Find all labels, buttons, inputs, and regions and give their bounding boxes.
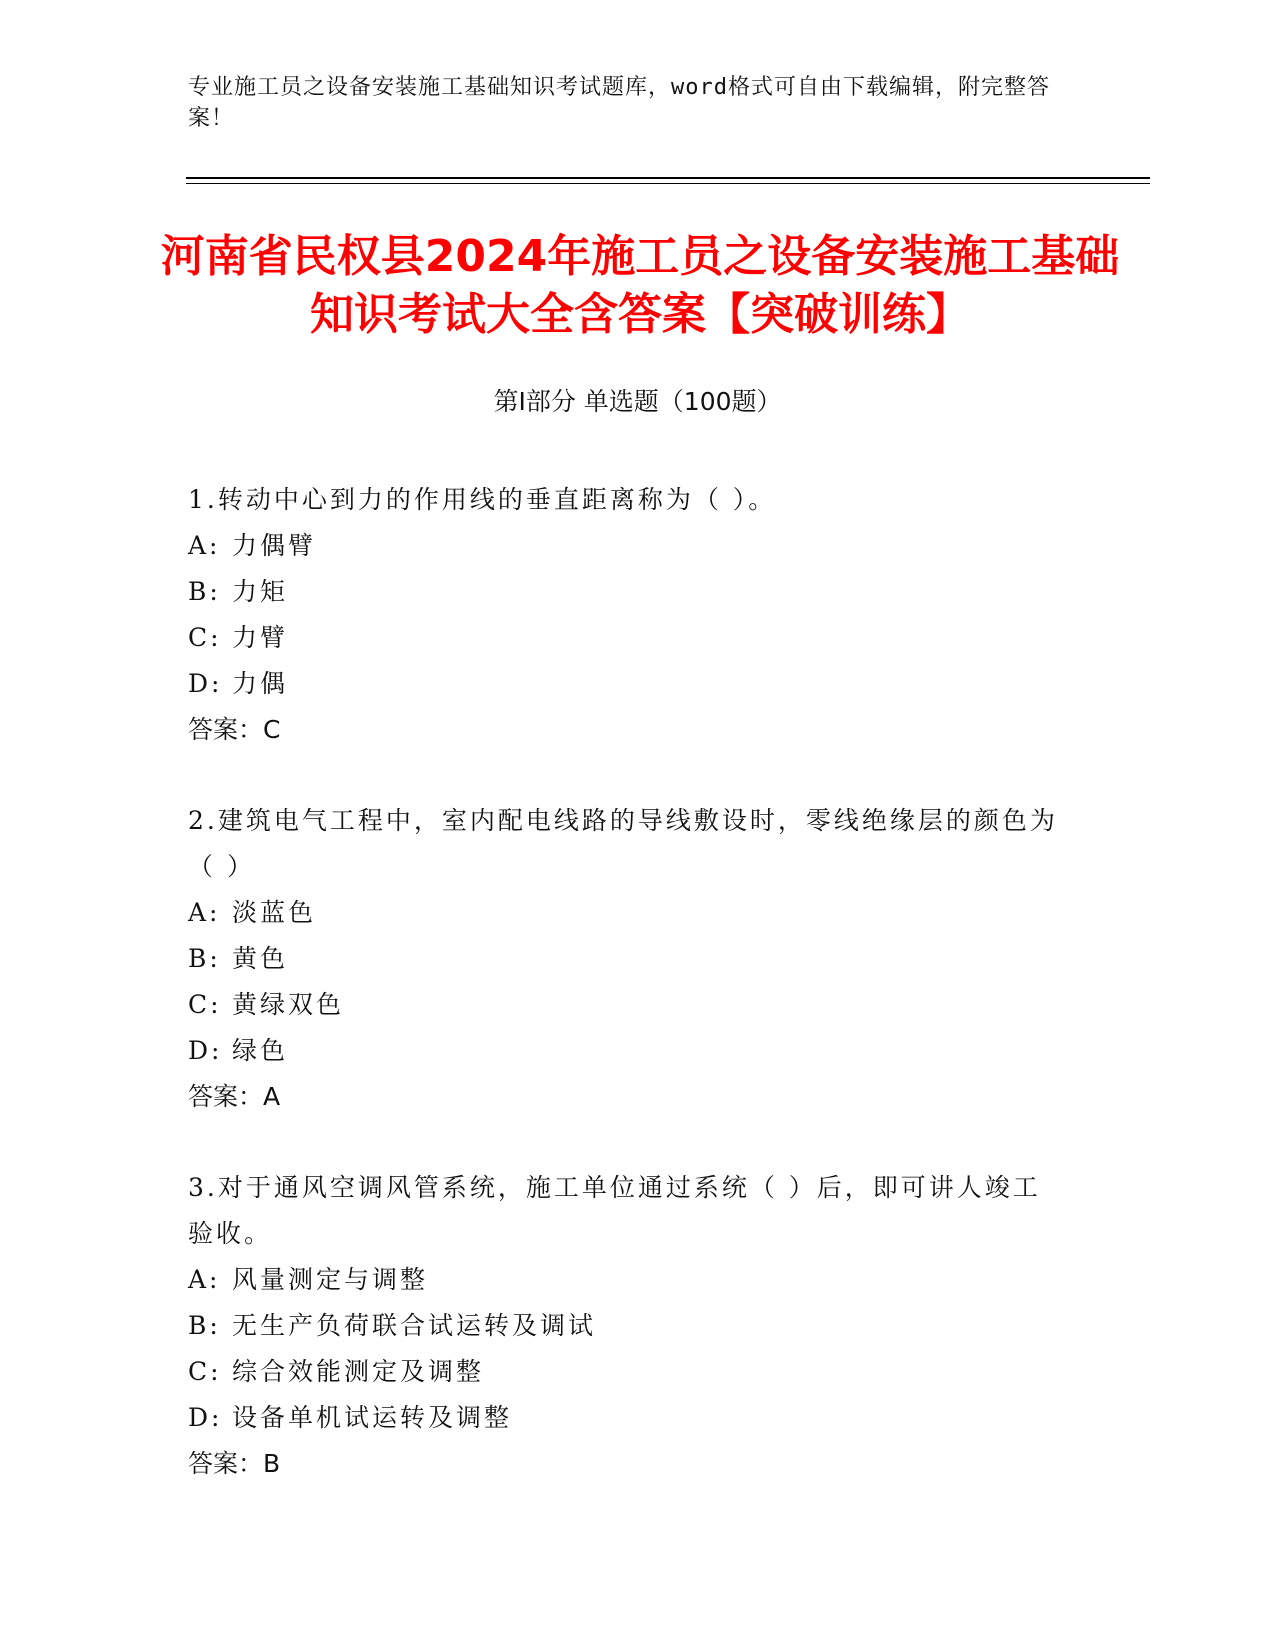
option-letter: A: bbox=[188, 898, 221, 927]
option-text: 黄色 bbox=[232, 944, 289, 973]
question-item bbox=[188, 477, 1068, 753]
option-text: 力臂 bbox=[232, 623, 289, 652]
option-letter: D: bbox=[188, 1403, 223, 1432]
option-text: 黄绿双色 bbox=[232, 990, 345, 1019]
option-d bbox=[188, 1028, 1068, 1074]
option-text: 力偶 bbox=[232, 669, 289, 698]
question-item bbox=[188, 798, 1068, 1120]
answer-line: 答案：A bbox=[188, 1082, 281, 1111]
answer-line: 答案：C bbox=[188, 715, 281, 744]
option-letter: B: bbox=[188, 577, 221, 606]
option-letter: C: bbox=[188, 990, 222, 1019]
option-a bbox=[188, 1257, 1068, 1303]
option-text: 风量测定与调整 bbox=[232, 1265, 429, 1294]
question-stem: 3.对于通风空调风管系统，施工单位通过系统（ ）后，即可讲人竣工验收。 bbox=[188, 1173, 1041, 1248]
document-title: 河南省民权县2024年施工员之设备安装施工基础知识考试大全含答案【突破训练】 bbox=[160, 231, 1120, 340]
option-letter: C: bbox=[188, 623, 222, 652]
option-d bbox=[188, 1395, 1068, 1441]
header-rule-thick bbox=[186, 177, 1150, 179]
option-a bbox=[188, 523, 1068, 569]
option-text: 力矩 bbox=[232, 577, 289, 606]
section-title: 第Ⅰ部分 单选题（100题） bbox=[493, 387, 782, 416]
option-letter: A: bbox=[188, 1265, 221, 1294]
question-stem: 1.转动中心到力的作用线的垂直距离称为（ ）。 bbox=[188, 485, 777, 514]
option-d bbox=[188, 661, 1068, 707]
option-c bbox=[188, 982, 1068, 1028]
option-letter: A: bbox=[188, 531, 221, 560]
option-letter: D: bbox=[188, 1036, 223, 1065]
question-list bbox=[188, 477, 1068, 1532]
option-text: 力偶臂 bbox=[232, 531, 317, 560]
answer-line: 答案：B bbox=[188, 1449, 281, 1478]
option-letter: B: bbox=[188, 1311, 221, 1340]
header-rule-thin bbox=[186, 183, 1150, 184]
question-item bbox=[188, 1165, 1068, 1487]
option-text: 设备单机试运转及调整 bbox=[232, 1403, 513, 1432]
question-stem: 2.建筑电气工程中，室内配电线路的导线敷设时，零线绝缘层的颜色为（ ） bbox=[188, 806, 1058, 881]
option-text: 绿色 bbox=[232, 1036, 289, 1065]
option-c bbox=[188, 615, 1068, 661]
option-text: 无生产负荷联合试运转及调试 bbox=[232, 1311, 597, 1340]
option-b bbox=[188, 1303, 1068, 1349]
option-c bbox=[188, 1349, 1068, 1395]
option-letter: C: bbox=[188, 1357, 222, 1386]
header-note: 专业施工员之设备安装施工基础知识考试题库，word格式可自由下载编辑，附完整答案！ bbox=[188, 75, 1050, 131]
option-letter: D: bbox=[188, 669, 223, 698]
option-b bbox=[188, 936, 1068, 982]
option-b bbox=[188, 569, 1068, 615]
option-a bbox=[188, 890, 1068, 936]
option-text: 淡蓝色 bbox=[232, 898, 317, 927]
option-letter: B: bbox=[188, 944, 221, 973]
option-text: 综合效能测定及调整 bbox=[232, 1357, 485, 1386]
